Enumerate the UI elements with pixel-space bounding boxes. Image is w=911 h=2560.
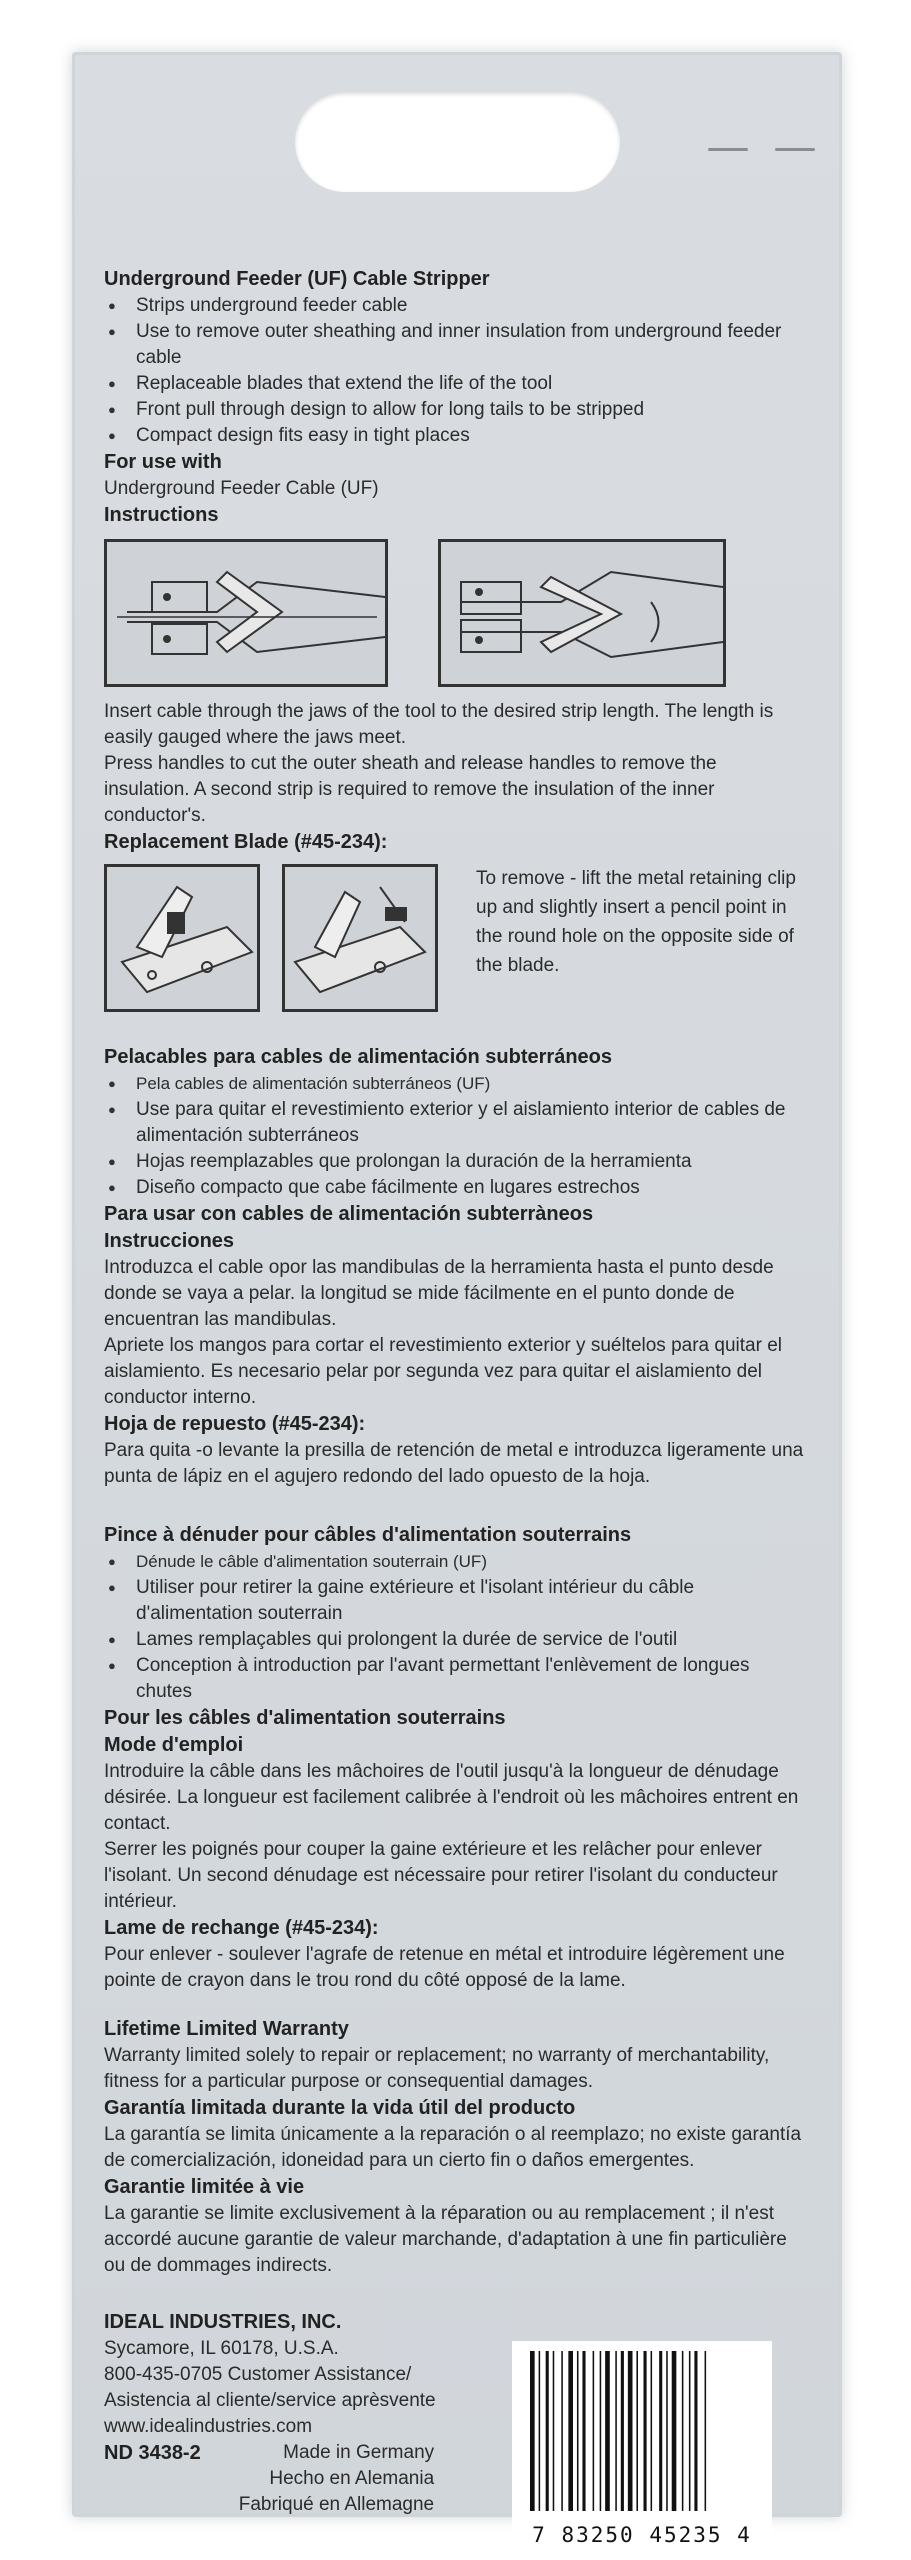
made-in-es: Hecho en Alemania [269,2468,435,2489]
en-bullet: ● Use to remove outer sheathing and inner insulation from underground feeder cable [136,319,804,371]
hang-hole [295,92,620,192]
es-blade-text: Para quita -o levante la presilla de retención de metal e introduzca ligeramente una punta de lápiz en el agujero redondo del lado opuesto de la hoja. [104,1440,804,1487]
warranty-text-fr: La garantie se limite exclusivement à la réparation ou au remplacement ; il n'est accordé aucune garantie de valeur marchande, d'adaptation à une fin particulière ou de dommages indirects. [104,2203,787,2276]
made-in-en: Made in Germany [283,2442,435,2463]
es-bullet: ● Hojas reemplazables que prolongan la duración de la herramienta [136,1149,804,1175]
staple-right [775,148,815,151]
en-blade-heading: Replacement Blade (#45-234): [104,831,388,853]
es-title: Pelacables para cables de alimentación subterráneos [104,1046,613,1068]
blade-section [104,864,804,1012]
fr-instructions-text-1: Introduire la câble dans les mâchoires de l'outil jusqu'à la longueur de dénudage désirée. La longueur est facilement calibrée à l'endroit où les mâchoires entrent en contact. [104,1761,799,1834]
fr-blade-heading: Lame de rechange (#45-234): [104,1917,379,1939]
barcode [512,2341,772,2556]
warranty-text-en: Warranty limited solely to repair or replacement; no warranty of merchantability, fitness for a particular purpose or consequential damages. [104,2045,770,2092]
en-title: Underground Feeder (UF) Cable Stripper [104,268,490,290]
company-address: Sycamore, IL 60178, U.S.A. [104,2338,339,2359]
es-for-use-heading: Para usar con cables de alimentación subterràneos [104,1203,594,1225]
barcode-bars [526,2351,758,2511]
es-bullet: ● Diseño compacto que cabe fácilmente en lugares estrechos [136,1175,804,1201]
warranty-heading-en: Lifetime Limited Warranty [104,2018,349,2040]
barcode-digits: 7 83250 45235 4 [532,2523,752,2547]
company-phone-es-fr: Asistencia al cliente/service aprèsvente [104,2390,436,2411]
fr-bullet: ● Lames remplaçables qui prolongent la durée de service de l'outil [136,1627,804,1653]
country-of-origin [239,2440,434,2518]
en-bullet: ● Strips underground feeder cable [136,293,804,319]
es-bullet: ● Pela cables de alimentación subterráneos (UF) [136,1071,804,1097]
fr-bullets [104,1549,804,1705]
footer [104,2309,804,2556]
part-number: ND 3438-2 [104,2442,201,2464]
en-bullet: ● Compact design fits easy in tight places [136,423,804,449]
es-instructions-text-1: Introduzca el cable opor las mandibulas de la herramienta hasta el punto desde donde se vaya a pelar. la longitud se mide fácilmente en el punto donde de encuentran las mandibulas. [104,1257,774,1330]
fr-title: Pince à dénuder pour câbles d'alimentation souterrains [104,1524,632,1546]
fr-instructions-heading: Mode d'emploi [104,1734,244,1756]
blade-diagram-2 [282,864,438,1012]
company-phone: 800-435-0705 Customer Assistance/ [104,2364,412,2385]
warranty-text-es: La garantía se limita únicamente a la reparación o al reemplazo; no existe garantía de comercialización, idoneidad para un cierto fin o daños emergentes. [104,2124,802,2171]
en-blade-text: To remove - lift the metal retaining clip up and slightly insert a pencil point in the round hole on the opposite side of the blade. [476,868,796,976]
fr-bullet: ● Conception à introduction par l'avant permettant l'enlèvement de longues chutes [136,1653,804,1705]
company-name: IDEAL INDUSTRIES, INC. [104,2311,342,2333]
staple-left [708,148,748,151]
fr-for-use-heading: Pour les câbles d'alimentation souterrains [104,1707,506,1729]
en-for-use-text: Underground Feeder Cable (UF) [104,478,379,499]
en-bullets [104,293,804,449]
package-text [104,266,804,2556]
company-info [104,2309,436,2556]
en-for-use-heading: For use with [104,451,222,473]
company-website: www.idealindustries.com [104,2416,313,2437]
fr-bullet: ● Utiliser pour retirer la gaine extérieure et l'isolant intérieur du câble d'alimentation souterrain [136,1575,804,1627]
es-instructions-heading: Instrucciones [104,1230,235,1252]
en-instructions-text-1: Insert cable through the jaws of the tool to the desired strip length. The length is easily gauged where the jaws meet. [104,701,774,748]
tool-diagram-closed [438,539,726,687]
en-instructions-heading: Instructions [104,504,219,526]
en-bullet: ● Front pull through design to allow for long tails to be stripped [136,397,804,423]
warranty-heading-es: Garantía limitada durante la vida útil del producto [104,2097,576,2119]
warranty-heading-fr: Garantie limitée à vie [104,2176,305,2198]
es-bullets [104,1071,804,1201]
en-bullet: ● Replaceable blades that extend the life of the tool [136,371,804,397]
fr-blade-text: Pour enlever - soulever l'agrafe de retenue en métal et introduire légèrement une pointe de crayon dans le trou rond du côté opposé de la lame. [104,1944,785,1991]
blade-diagram-1 [104,864,260,1012]
es-instructions-text-2: Apriete los mangos para cortar el revestimiento exterior y suéltelos para quitar el aislamiento. Es necesario pelar por segunda vez para quitar el aislamiento del conductor interno. [104,1335,782,1408]
fr-bullet: ● Dénude le câble d'alimentation souterrain (UF) [136,1549,804,1575]
instruction-figures [104,539,804,687]
es-bullet: ● Use para quitar el revestimiento exterior y el aislamiento interior de cables de alimentación subterráneos [136,1097,804,1149]
en-instructions-text-2: Press handles to cut the outer sheath and release handles to remove the insulation. A second strip is required to remove the insulation of the inner conductor's. [104,753,717,826]
es-blade-heading: Hoja de repuesto (#45-234): [104,1413,366,1435]
made-in-fr: Fabriqué en Allemagne [238,2494,435,2515]
fr-instructions-text-2: Serrer les poignés pour couper la gaine extérieure et les relâcher pour enlever l'isolant. Un second dénudage est nécessaire pour retirer l'isolant du conducteur intérieur. [104,1839,778,1912]
tool-diagram-open [104,539,388,687]
